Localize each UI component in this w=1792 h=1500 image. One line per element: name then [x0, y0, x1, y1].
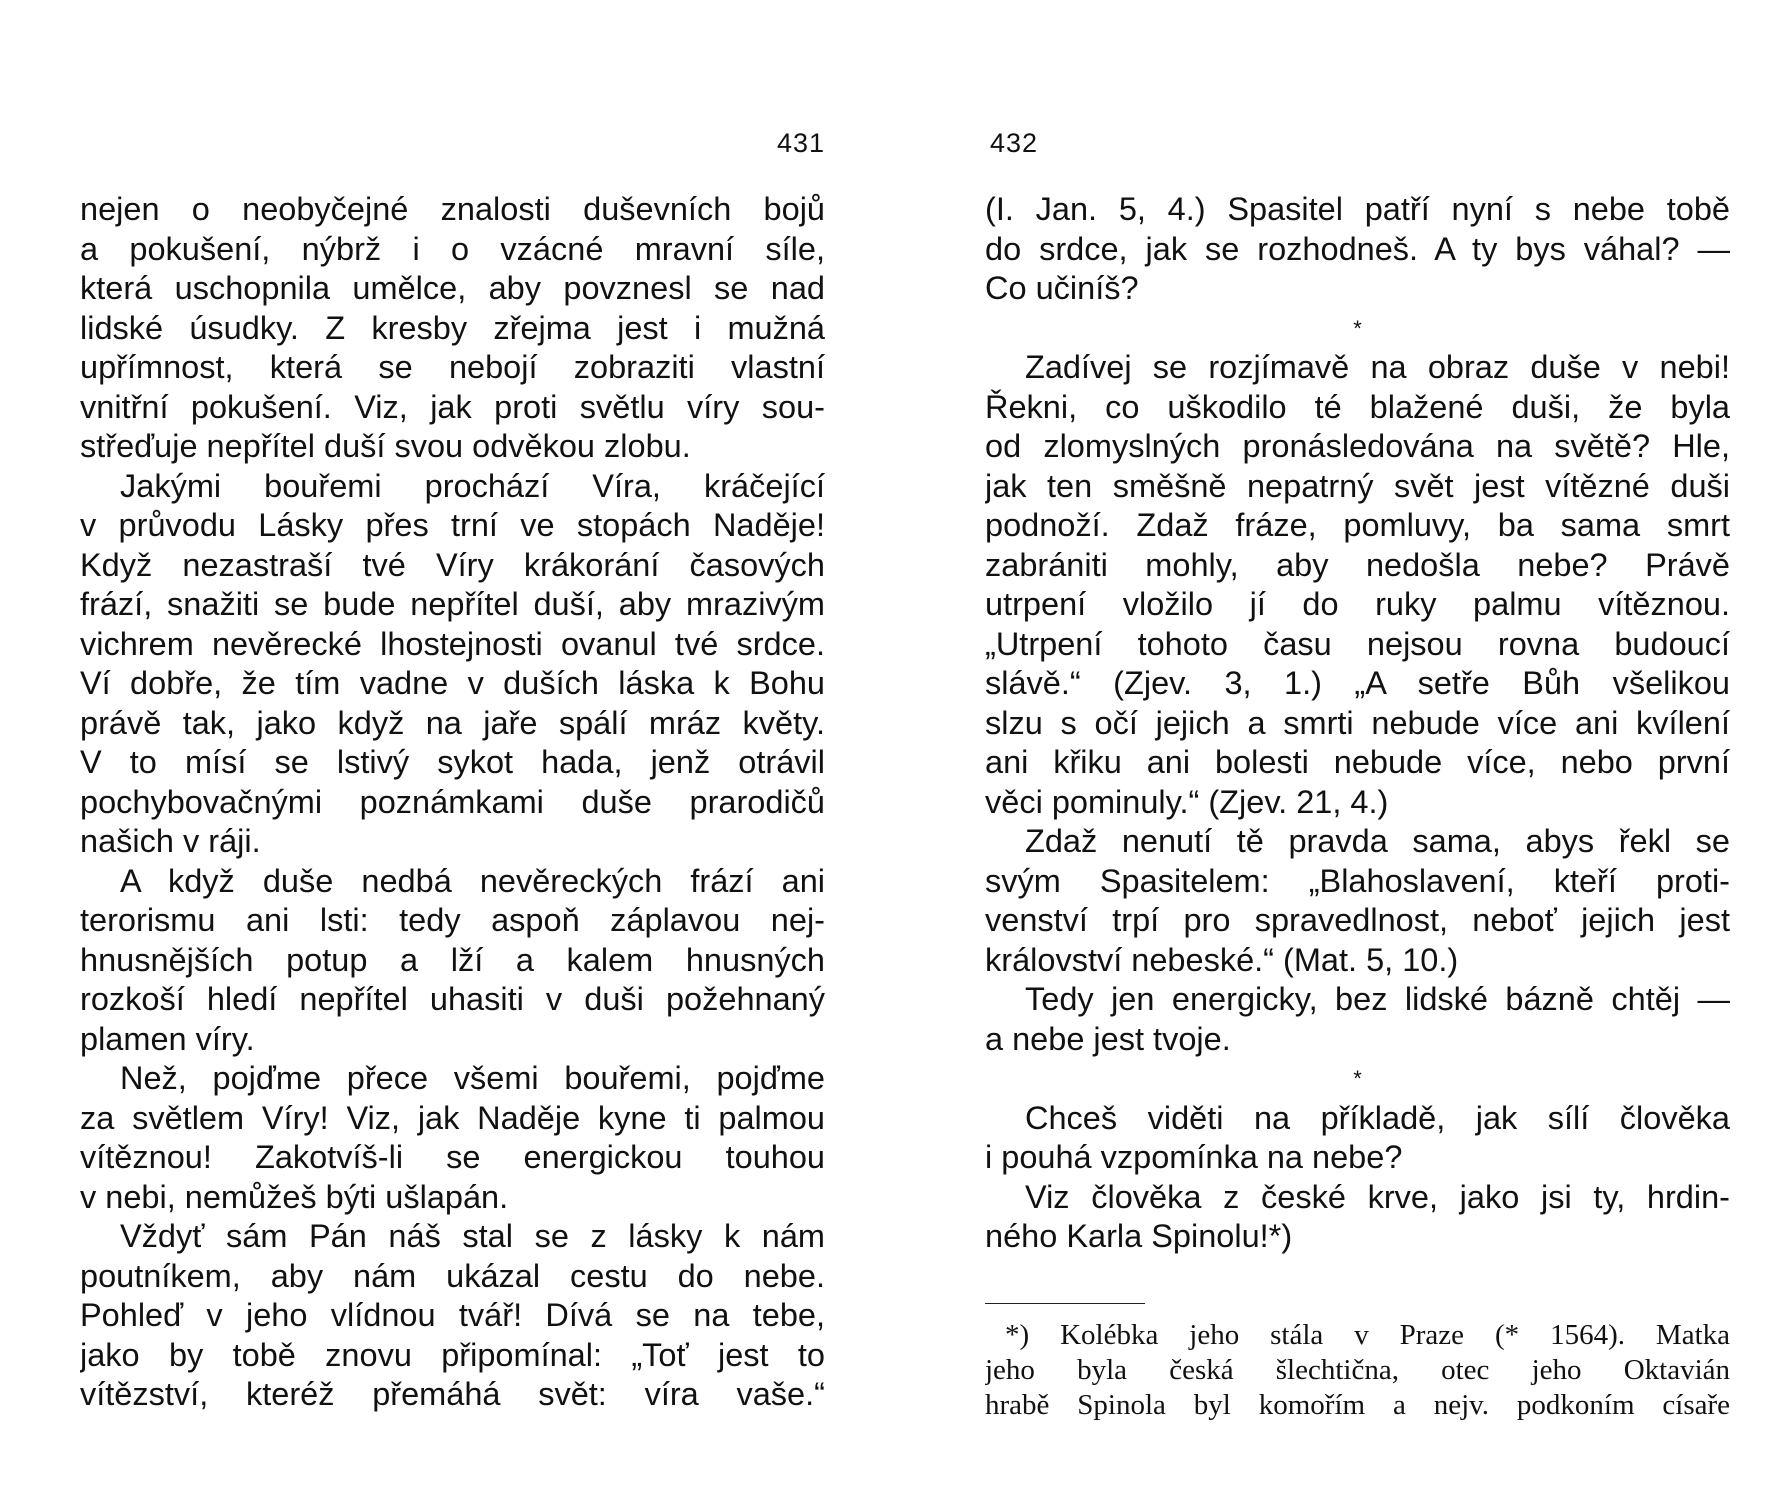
text-line: podnoží. Zdaž fráze, pomluvy, ba sama smrt: [985, 507, 1730, 543]
text-line: věci pominuly.“ (Zjev. 21, 4.): [985, 783, 1389, 820]
text-line: hnusnějších potup a lží a kalem hnusných: [80, 941, 825, 978]
text-line: vichrem nevěrecké lhostejnosti ovanul tvé srdce.: [80, 625, 825, 662]
text-line: „Utrpení tohoto času nejsou rovna budoucí: [985, 625, 1730, 662]
page-number: 431: [776, 128, 825, 158]
text-line: která uschopnila umělce, aby povznesl se nad: [80, 270, 825, 306]
text-line: našich v ráji.: [80, 823, 261, 859]
text-line: Když nezastraší tvé Víry krákorání časových: [80, 546, 825, 583]
text-line: střeďuje nepřítel duší svou odvěkou zlobu.: [80, 428, 691, 464]
text-line: od zlomyslných pronásledována na světě? Hle,: [985, 428, 1730, 464]
section-separator: *: [1353, 315, 1362, 341]
text-line: Řekni, co uškodilo té blažené duši, že byla: [985, 388, 1730, 425]
text-line: i pouhá vzpomínka na nebe?: [985, 1139, 1403, 1175]
text-line: A když duše nedbá nevěreckých frází ani: [120, 862, 825, 899]
text-line: jeho byla česká šlechtična, otec jeho Oktavián: [985, 1354, 1730, 1386]
text-line: v průvodu Lásky přes trní ve stopách Naděje!: [80, 507, 825, 543]
text-line: Tedy jen energicky, bez lidské bázně chtěj —: [1025, 981, 1730, 1017]
text-line: Zdaž nenutí tě pravda sama, abys řekl se: [1025, 823, 1730, 859]
text-line: Pohleď v jeho vlídnou tvář! Dívá se na tebe,: [80, 1297, 825, 1333]
text-line: rozkoší hledí nepřítel uhasiti v duši požehnaný: [80, 981, 825, 1017]
text-line: nejen o neobyčejné znalosti duševních bojů: [80, 191, 825, 227]
text-line: plamen víry.: [80, 1020, 255, 1057]
text-line: království nebeské.“ (Mat. 5, 10.): [985, 941, 1459, 978]
page-number: 432: [990, 128, 1039, 158]
text-line: do srdce, jak se rozhodneš. A ty bys váhal? —: [985, 230, 1730, 267]
text-line: jak ten směšně nepatrný svět jest vítězné duši: [985, 467, 1730, 504]
text-line: Ví dobře, že tím vadne v duších láska k Bohu: [80, 665, 825, 701]
footnote-rule: [985, 1303, 1145, 1304]
text-line: v nebi, nemůžeš býti ušlapán.: [80, 1178, 509, 1215]
text-line: a nebe jest tvoje.: [985, 1020, 1231, 1057]
text-line: pochybovačnými poznámkami duše prarodičů: [80, 783, 825, 820]
text-line: Viz člověka z české krve, jako jsi ty, hrdin-: [1025, 1178, 1730, 1215]
text-line: slzu s očí jejich a smrti nebude více ani kvílení: [985, 704, 1730, 741]
text-line: Jakými bouřemi prochází Víra, kráčející: [120, 467, 825, 504]
text-line: a pokušení, nýbrž i o vzácné mravní síle,: [80, 230, 825, 267]
text-line: za světlem Víry! Viz, jak Naděje kyne ti palmou: [80, 1099, 825, 1136]
text-line: slávě.“ (Zjev. 3, 1.) „A setře Bůh všelikou: [985, 665, 1730, 701]
text-line: *) Kolébka jeho stála v Praze (* 1564). Matka: [1005, 1319, 1730, 1351]
text-line: poutníkem, aby nám ukázal cestu do nebe.: [80, 1257, 825, 1294]
text-line: Než, pojďme přece všemi bouřemi, pojďme: [120, 1060, 825, 1096]
text-line: hrabě Spinola byl komořím a nejv. podkoním císaře: [985, 1389, 1730, 1421]
text-line: frází, snažiti se bude nepřítel duší, aby mrazivým: [80, 586, 825, 622]
section-separator: *: [1353, 1066, 1362, 1091]
text-line: Vždyť sám Pán náš stal se z lásky k nám: [120, 1218, 825, 1254]
text-line: svým Spasitelem: „Blahoslavení, kteří proti-: [985, 862, 1730, 899]
text-line: ného Karla Spinolu!*): [985, 1218, 1293, 1254]
text-line: vítězství, kteréž přemáhá svět: víra vaše.“: [80, 1376, 825, 1412]
text-line: vítěznou! Zakotvíš-li se energickou touhou: [80, 1139, 825, 1175]
text-line: zabrániti mohly, aby nedošla nebe? Právě: [985, 546, 1730, 583]
text-line: venství trpí pro spravedlnost, neboť jejich jest: [985, 902, 1730, 938]
text-line: ani křiku ani bolesti nebude více, nebo první: [985, 744, 1730, 780]
text-line: jako by tobě znovu připomínal: „Toť jest to: [80, 1336, 825, 1373]
page-body: [80, 190, 825, 1415]
page-body: [985, 190, 1730, 1257]
text-line: V to mísí se lstivý sykot hada, jenž otrávil: [80, 744, 825, 780]
text-line: terorismu ani lsti: tedy aspoň záplavou nej-: [80, 902, 825, 938]
footnote: [985, 1318, 1730, 1423]
text-line: lidské úsudky. Z kresby zřejma jest i mužná: [80, 309, 825, 346]
text-line: Co učiníš?: [985, 270, 1139, 306]
text-line: utrpení vložilo jí do ruky palmu vítěznou.: [985, 586, 1730, 622]
text-line: právě tak, jako když na jaře spálí mráz květy.: [80, 704, 825, 741]
text-line: Zadívej se rozjímavě na obraz duše v nebi!: [1025, 349, 1730, 385]
text-line: Chceš viděti na příkladě, jak sílí člověka: [1025, 1099, 1730, 1136]
text-line: vnitřní pokušení. Viz, jak proti světlu víry sou-: [80, 388, 825, 425]
text-line: (I. Jan. 5, 4.) Spasitel patří nyní s nebe tobě: [985, 191, 1730, 227]
text-line: upřímnost, která se nebojí zobraziti vlastní: [80, 349, 825, 385]
